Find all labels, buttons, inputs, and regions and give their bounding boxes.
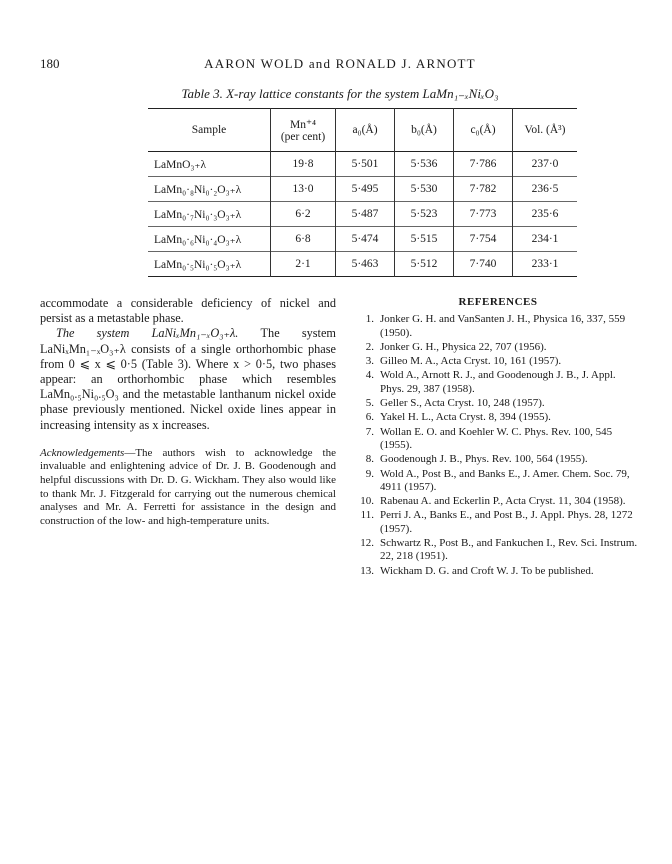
cell-c0: 7·773	[454, 202, 513, 227]
acknowledgements	[40, 447, 336, 529]
cell-b0: 5·523	[395, 202, 454, 227]
cell-b0: 5·536	[395, 152, 454, 177]
cell-a0: 5·501	[336, 152, 395, 177]
reference-text: Yakel H. L., Acta Cryst. 8, 394 (1955).	[380, 411, 551, 424]
reference-text: Wold A., Post B., and Banks E., J. Amer. Chem. Soc. 79, 4911 (1957).	[380, 467, 630, 493]
reference-number: 11.	[360, 509, 374, 522]
page-header	[40, 56, 640, 78]
reference-text: Goodenough J. B., Phys. Rev. 100, 564 (1955).	[380, 453, 588, 466]
references-heading: REFERENCES	[458, 296, 538, 308]
reference-number: 3.	[365, 355, 374, 368]
reference-text: Wold A., Arnott R. J., and Goodenough J. B., J. Appl. Phys. 29, 387 (1958).	[380, 369, 616, 395]
table-row	[148, 202, 577, 227]
reference-item	[356, 468, 640, 495]
reference-number: 6.	[365, 411, 374, 424]
reference-item	[356, 537, 640, 564]
reference-item	[356, 397, 640, 410]
reference-item	[356, 495, 640, 508]
reference-item	[356, 453, 640, 466]
left-column	[40, 296, 336, 528]
cell-b0: 5·512	[395, 252, 454, 277]
cell-a0: 5·463	[336, 252, 395, 277]
table-row	[148, 252, 577, 277]
col-header-c0: c₀(Å)	[454, 109, 513, 152]
cell-c0: 7·754	[454, 227, 513, 252]
cell-mn: 13·0	[271, 177, 336, 202]
cell-vol: 235·6	[513, 202, 578, 227]
cell-b0: 5·515	[395, 227, 454, 252]
cell-vol: 237·0	[513, 152, 578, 177]
table-row	[148, 227, 577, 252]
section-run-in-heading: The system LaNiₓMn₁₋ₓO₃₊λ.	[56, 326, 239, 341]
acknowledgements-text: —The authors wish to acknowledge the invaluable and enlightening advice of Dr. J. B. Goodenough and helpful discussions with Dr. D. G. Wickham. They also would like to thank Mr. J. Fitzgerald for carrying out the numerous chemical analyses and Mr. A. Ferretti for assistance in the design and construction of the low- and high-temperature units.	[40, 446, 336, 527]
reference-number: 8.	[365, 453, 374, 466]
cell-b0: 5·530	[395, 177, 454, 202]
cell-sample: LaMnO₃₊λ	[154, 159, 207, 171]
cell-vol: 233·1	[513, 252, 578, 277]
references-column	[356, 296, 640, 579]
col-header-mn-label: Mn⁺⁴	[289, 119, 317, 131]
cell-vol: 234·1	[513, 227, 578, 252]
reference-number: 12.	[360, 537, 374, 550]
reference-number: 5.	[365, 397, 374, 410]
reference-text: Jonker G. H. and VanSanten J. H., Physica 16, 337, 559 (1950).	[380, 313, 626, 339]
reference-item	[356, 369, 640, 396]
col-header-mn	[271, 109, 336, 152]
reference-item	[356, 509, 640, 536]
reference-number: 10.	[360, 495, 374, 508]
reference-number: 7.	[365, 425, 374, 438]
cell-sample: LaMn₀·₅Ni₀·₅O₃₊λ	[154, 259, 242, 271]
cell-sample: LaMn₀·₇Ni₀·₃O₃₊λ	[154, 209, 242, 221]
reference-item	[356, 411, 640, 424]
section-text: The system LaNiₓMn₁₋ₓO₃₊λ consists of a single orthorhombic phase from 0 ⩽ x ⩽ 0·5 (Table 3). Where x > 0·5, two phases appear: an orthorhombic phase which resembles LaMn₀.₅Ni₀.₅O₃ and the metastable lanthanum nickel oxide phase previously mentioned. Nickel oxide lines appear in increasing intensity as x increases.	[40, 326, 336, 432]
cell-mn: 19·8	[271, 152, 336, 177]
table-header-row	[148, 109, 577, 152]
cell-sample: LaMn₀·₆Ni₀·₄O₃₊λ	[154, 234, 242, 246]
reference-text: Gilleo M. A., Acta Cryst. 10, 161 (1957).	[380, 355, 562, 368]
cell-a0: 5·487	[336, 202, 395, 227]
table-row	[148, 152, 577, 177]
reference-number: 9.	[365, 467, 374, 480]
table-row	[148, 177, 577, 202]
lattice-constants-table	[148, 108, 577, 277]
running-head: AARON WOLD and RONALD J. ARNOTT	[204, 56, 476, 71]
reference-item	[356, 313, 640, 340]
cell-a0: 5·495	[336, 177, 395, 202]
reference-number: 1.	[365, 313, 374, 326]
reference-text: Schwartz R., Post B., and Fankuchen I., Rev. Sci. Instrum. 22, 218 (1951).	[380, 537, 638, 563]
cell-mn: 6·8	[271, 227, 336, 252]
reference-text: Perri J. A., Banks E., and Post B., J. Appl. Phys. 28, 1272 (1957).	[380, 509, 633, 535]
body-paragraph: accommodate a considerable deficiency of nickel and persist as a metastable phase.	[40, 296, 336, 326]
cell-mn: 6·2	[271, 202, 336, 227]
cell-c0: 7·740	[454, 252, 513, 277]
col-header-b0: b₀(Å)	[395, 109, 454, 152]
cell-vol: 236·5	[513, 177, 578, 202]
reference-number: 4.	[365, 369, 374, 382]
cell-sample: LaMn₀·₈Ni₀·₂O₃₊λ	[154, 184, 242, 196]
table-caption: Table 3. X-ray lattice constants for the system LaMn₁₋ₓNiₓO₃	[181, 86, 499, 101]
reference-text: Jonker G. H., Physica 22, 707 (1956).	[380, 340, 547, 353]
cell-a0: 5·474	[336, 227, 395, 252]
reference-item	[356, 565, 640, 578]
body-paragraph-system	[40, 326, 336, 432]
reference-number: 13.	[360, 564, 374, 577]
reference-number: 2.	[365, 340, 374, 353]
cell-c0: 7·786	[454, 152, 513, 177]
col-header-mn-unit: (per cent)	[280, 131, 326, 143]
acknowledgements-heading: Acknowledgements	[40, 446, 125, 459]
reference-text: Geller S., Acta Cryst. 10, 248 (1957).	[380, 397, 545, 410]
col-header-vol: Vol. (Å³)	[513, 109, 578, 152]
cell-c0: 7·782	[454, 177, 513, 202]
col-header-a0: a₀(Å)	[336, 109, 395, 152]
reference-item	[356, 355, 640, 368]
reference-item	[356, 426, 640, 453]
cell-mn: 2·1	[271, 252, 336, 277]
reference-text: Wollan E. O. and Koehler W. C. Phys. Rev. 100, 545 (1955).	[380, 425, 613, 451]
page-number: 180	[40, 56, 60, 71]
reference-text: Wickham D. G. and Croft W. J. To be published.	[380, 564, 594, 577]
reference-text: Rabenau A. and Eckerlin P., Acta Cryst. 11, 304 (1958).	[380, 495, 626, 508]
reference-item	[356, 341, 640, 354]
col-header-sample: Sample	[191, 124, 227, 136]
